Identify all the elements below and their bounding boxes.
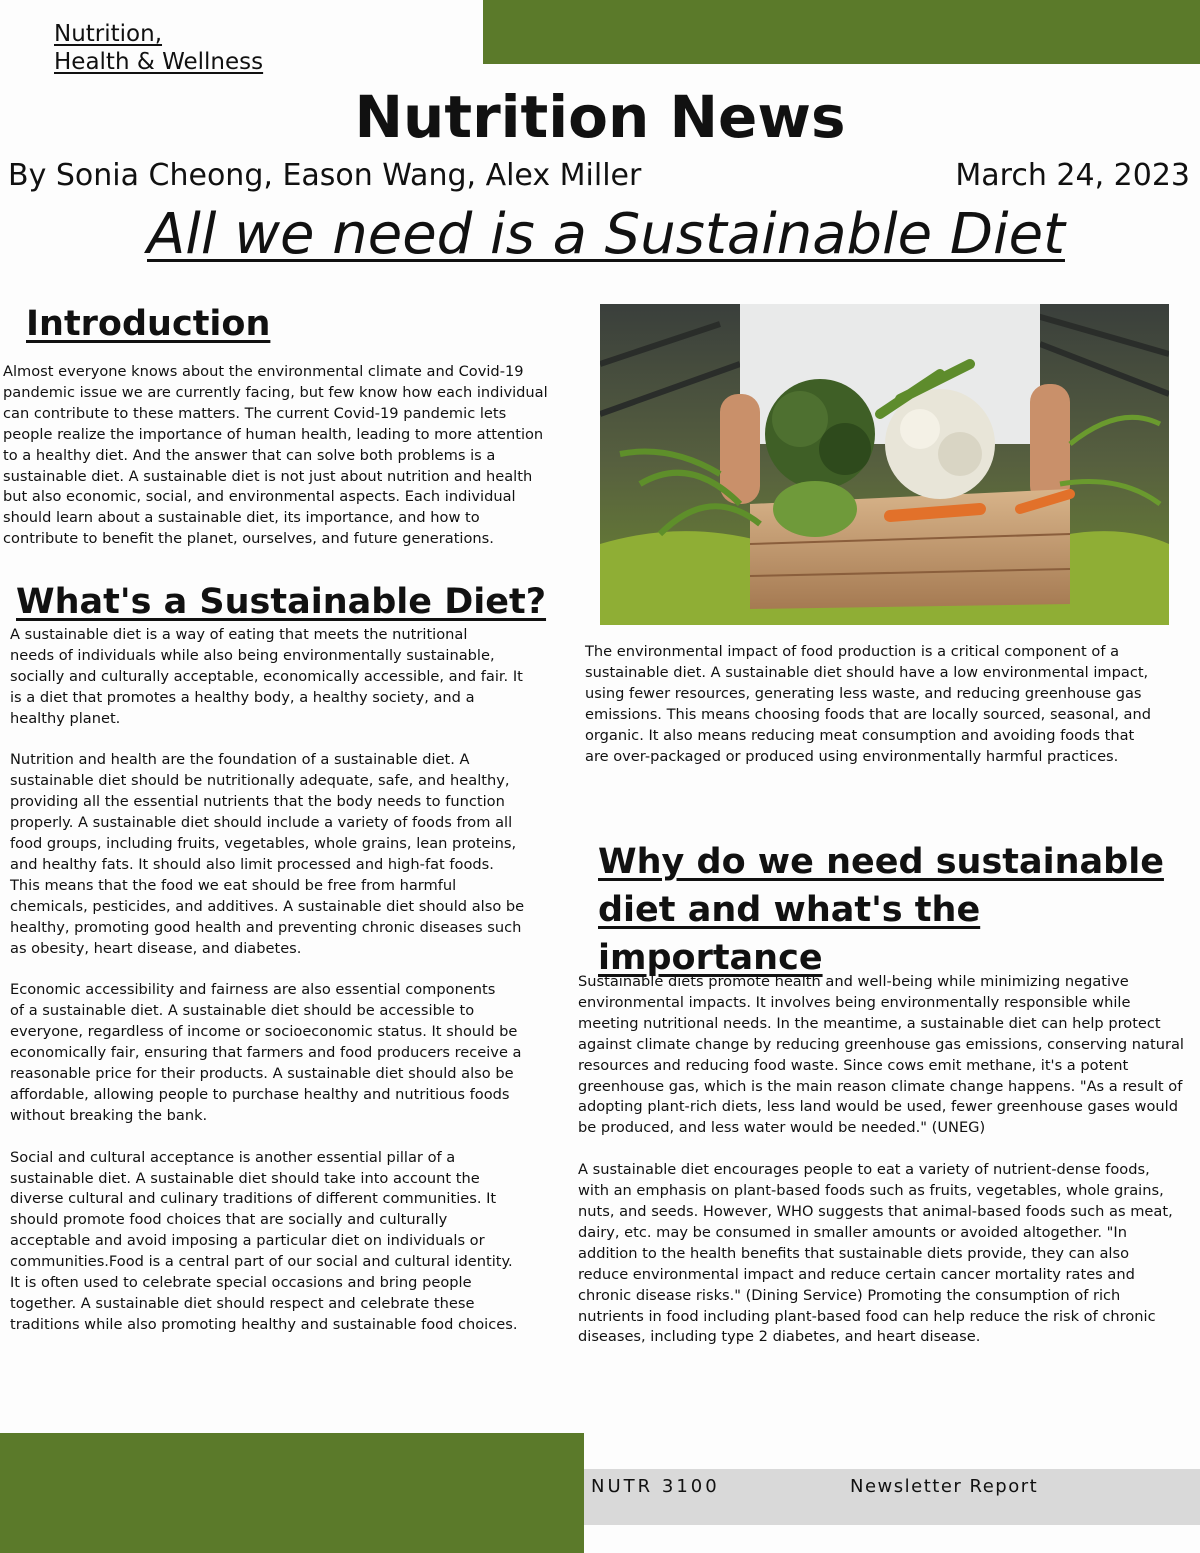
- why-need-heading: Why do we need sustainable diet and what's the importance: [598, 842, 1164, 978]
- footer-accent-bar: [0, 1433, 584, 1553]
- introduction-heading: Introduction: [26, 304, 271, 344]
- whats-sustainable-diet-body: A sustainable diet is a way of eating that meets the nutritional needs of individuals while also being environmentally sustainable, socially and culturally acceptable, economically accessible, and fair. It is a diet that promotes a healthy body, a healthy society, and a healthy planet. Nutrition and health are the foundation of a sustainable diet. A sustainable diet should be nutritionally adequate, safe, and healthy, providing all the essential nutrients that the body needs to function properly. A sustainable diet should include a variety of foods from all food groups, including fruits, vegetables, whole grains, lean proteins, and healthy fats. It should also limit processed and high-fat foods. This means that the food we eat should be free from harmful chemicals, pesticides, and additives. A sustainable diet should also be healthy, promoting good health and preventing chronic diseases such as obesity, heart disease, and diabetes. Economic accessibility and fairness are also essential components of a sustainable diet. A sustainable diet should be accessible to everyone, regardless of income or socioeconomic status. It should be economically fair, ensuring that farmers and food producers receive a reasonable price for their products. A sustainable diet should also be affordable, allowing people to purchase healthy and nutritious foods without breaking the bank. Social and cultural acceptance is another essential pillar of a sustainable diet. A sustainable diet should take into account the diverse cultural and culinary traditions of different communities. It should promote food choices that are socially and culturally acceptable and avoid imposing a particular diet on individuals or communities.Food is a central part of our social and cultural identity. It is often used to celebrate special occasions and bring people together. A sustainable diet should respect and celebrate these traditions while also promoting healthy and sustainable food choices.: [10, 626, 525, 1333]
- footer-course-code: NUTR 3100: [591, 1476, 720, 1497]
- why-need-body: Sustainable diets promote health and well-being while minimizing negative environmental impacts. It involves being environmentally responsible while meeting nutritional needs. In the meantime, a sustainable diet can help protect against climate change by reducing greenhouse gas emissions, conserving natural resources and reducing food waste. Since cows emit methane, it's a potent greenhouse gas, which is the main reason climate change happens. "As a result of adopting plant-rich diets, less land would be used, fewer greenhouse gases would be produced, and less water would be needed." (UNEG) A sustainable diet encourages people to eat a variety of nutrient-dense foods, with an emphasis on plant-based foods such as fruits, vegetables, whole grains, nuts, and seeds. However, WHO suggests that animal-based foods such as meat, dairy, etc. may be consumed in smaller amounts or avoided altogether. "In addition to the health benefits that sustainable diets provide, they can also reduce environmental impact and reduce certain cancer mortality rates and chronic disease risks." (Dining Service) Promoting the consumption of rich nutrients in food including plant-based food can help reduce the risk of chronic diseases, including type 2 diabetes, and heart disease.: [578, 973, 1184, 1346]
- footer-report-label: Newsletter Report: [850, 1476, 1039, 1497]
- introduction-body: Almost everyone knows about the environmental climate and Covid-19 pandemic issue we are currently facing, but few know how each individual can contribute to these matters. The current Covid-19 pandemic lets people realize the importance of human health, leading to more attention to a healthy diet. And the answer that can solve both problems is a sustainable diet. A sustainable diet is not just about nutrition and health but also economic, social, and environmental aspects. Each individual should learn about a sustainable diet, its importance, and how to contribute to benefit the planet, ourselves, and future generations.: [3, 363, 548, 548]
- article-headline: All we need is a Sustainable Diet: [147, 202, 1065, 267]
- brand-line-1: Nutrition,: [54, 21, 163, 47]
- header-accent-bar: [483, 0, 1200, 64]
- brand-logo-text: [54, 20, 263, 76]
- vegetable-crate-photo: [600, 304, 1169, 625]
- environment-body: The environmental impact of food production is a critical component of a sustainable diet. A sustainable diet should have a low environmental impact, using fewer resources, generating less waste, and reducing greenhouse gas emissions. This means choosing foods that are locally sourced, seasonal, and organic. It also means reducing meat consumption and avoiding foods that are over-packaged or produced using environmentally harmful practices.: [585, 643, 1151, 765]
- whats-sustainable-diet-heading: What's a Sustainable Diet?: [16, 582, 547, 622]
- byline: By Sonia Cheong, Eason Wang, Alex Miller: [8, 158, 642, 193]
- publication-date: March 24, 2023: [955, 158, 1190, 193]
- brand-line-2: Health & Wellness: [54, 49, 264, 75]
- masthead-title: Nutrition News: [354, 83, 846, 151]
